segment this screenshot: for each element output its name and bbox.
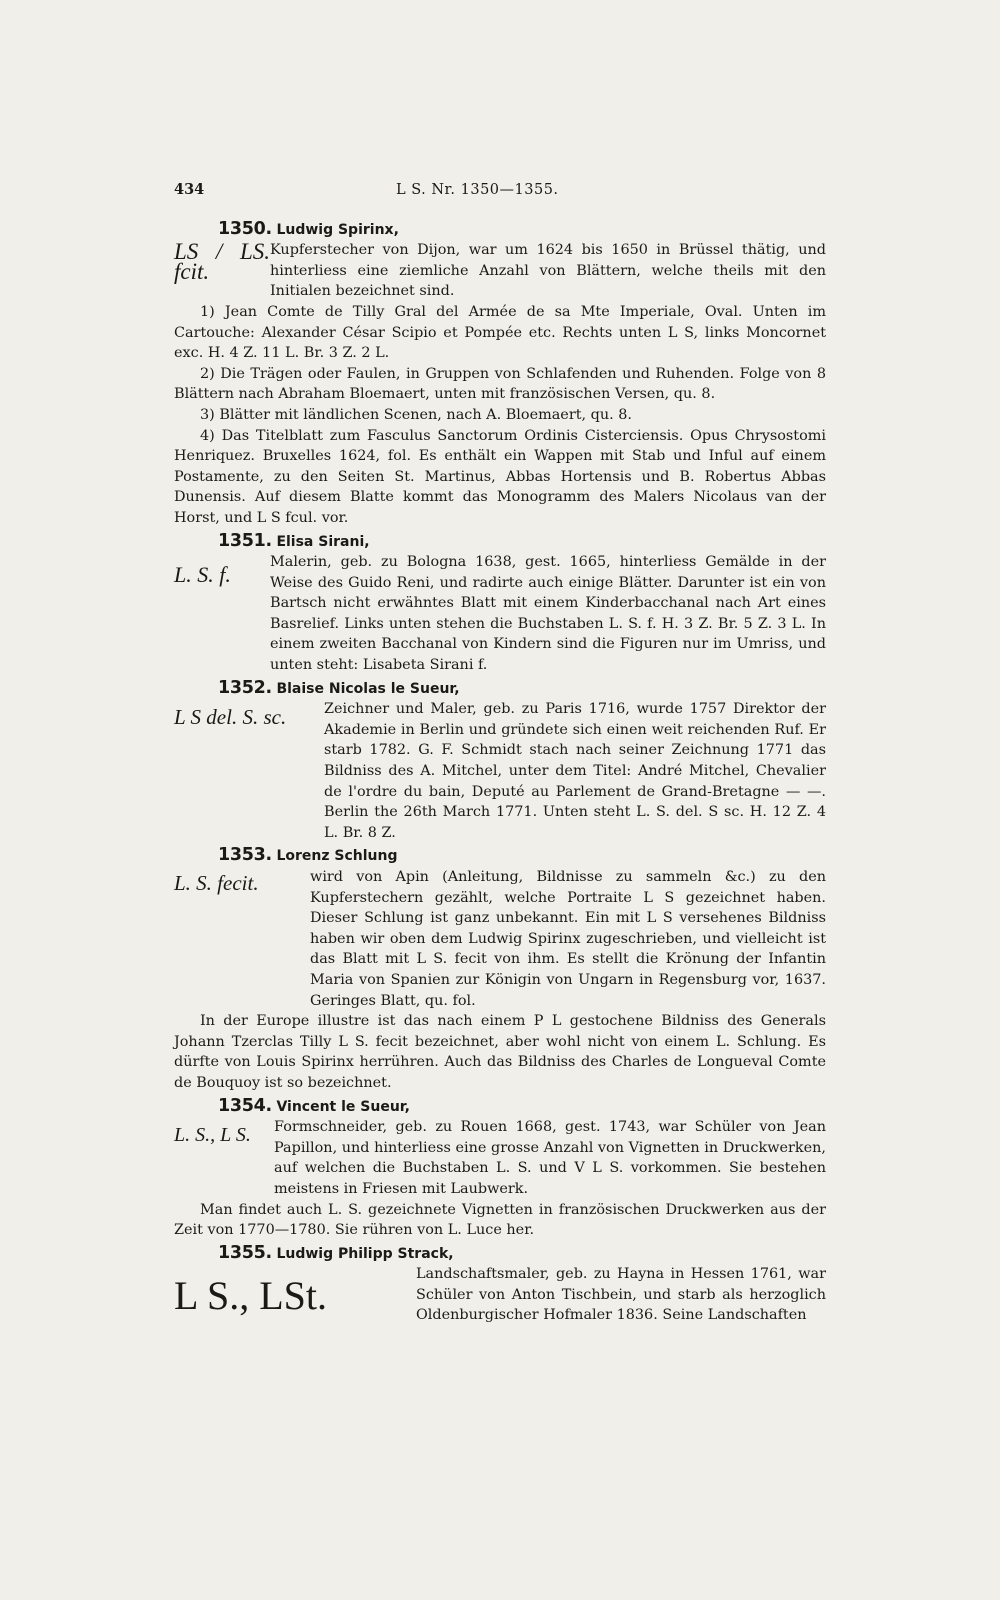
entry-text: Kupferstecher von Dijon, war um 1624 bis 1650 in Brüssel thätig, und hinterliess eine ziemliche Anzahl von Blättern, welche theils mit den Initialen bezeichnet sind.: [270, 242, 826, 300]
entry-1354: [174, 1096, 826, 1241]
entry-name: Elisa Sirani,: [276, 533, 370, 550]
text-column: [174, 180, 826, 1328]
entry-1350: [174, 219, 826, 529]
list-item: 1) Jean Comte de Tilly Gral del Armée de sa Mte Imperiale, Oval. Unten im Cartouche: Alexander César Scipio et Pompée etc. Rechts unten L S, links Moncornet exc. H. 4 Z. 11 L. Br. 3 Z. 2 L.: [174, 303, 826, 362]
entry-number: 1351.: [218, 530, 272, 551]
entry-text: wird von Apin (Anleitung, Bildnisse zu sammeln &c.) zu den Kupferstechern gezählt, welche Portraite L S gezeichnet haben. Dieser Schlung ist ganz unbekannt. Ein mit L S versehenes Bildniss haben wir oben dem Ludwig Spirinx zugeschrieben, und vielleicht ist das Blatt mit L S. fecit von ihm. Es stellt die Krönung der Infantin Maria von Spanien zur Königin von Ungarn in Regensburg vor, 1637. Geringes Blatt, qu. fol.: [310, 869, 826, 1009]
monogram: LS / LS. fcit.: [174, 239, 270, 285]
entry-number: 1354.: [218, 1095, 272, 1116]
entry-1355: [174, 1243, 826, 1326]
entry-extra: Man findet auch L. S. gezeichnete Vignetten in französischen Druckwerken aus der Zeit von 1770—1780. Sie rühren von L. Luce her.: [174, 1201, 826, 1239]
monogram: L. S. f.: [174, 562, 231, 588]
entry-1351: [174, 531, 826, 676]
entry-number: 1355.: [218, 1242, 272, 1263]
entry-number: 1352.: [218, 677, 272, 698]
entry-name: Vincent le Sueur,: [276, 1098, 410, 1115]
entry-text: Zeichner und Maler, geb. zu Paris 1716, wurde 1757 Direktor der Akademie in Berlin und gründete sich einen weit reichenden Ruf. Er starb 1782. G. F. Schmidt stach nach seiner Zeichnung 1771 das Bildniss des A. Mitchel, unter dem Titel: André Mitchel, Chevalier de l'ordre du bain, Deputé au Parlement de Grand-Bretagne — —. Berlin the 26th March 1771. Unten steht L. S. del. S sc. H. 12 Z. 4 L. Br. 8 Z.: [324, 701, 826, 841]
list-item: 3) Blätter mit ländlichen Scenen, nach A. Bloemaert, qu. 8.: [200, 406, 632, 423]
list-item: 4) Das Titelblatt zum Fasculus Sanctorum Ordinis Cisterciensis. Opus Chrysostomi Henriquez. Bruxelles 1624, fol. Es enthält ein Wappen mit Stab und Inful auf einem Postamente, zu den Seiten St. Martinus, Abbas Hortensis und B. Robertus Abbas Dunensis. Auf diesem Blatte kommt das Monogramm des Malers Nicolaus van der Horst, und L S fcul. vor.: [174, 427, 826, 526]
running-header: [174, 180, 826, 201]
entry-text: Formschneider, geb. zu Rouen 1668, gest. 1743, war Schüler von Jean Papillon, und hinterliess eine grosse Anzahl von Vignetten in Druckwerken, auf welchen die Buchstaben L. S. und V L S. vorkommen. Sie bestehen meistens in Friesen mit Laubwerk.: [274, 1119, 826, 1197]
monogram: L S del. S. sc.: [174, 705, 287, 730]
entry-extra: In der Europe illustre ist das nach einem P L gestochene Bildniss des Generals Johann Tzerclas Tilly L S. fecit bezeichnet, aber wohl nicht von einem L. Schlung. Es dürfte von Louis Spirinx herrühren. Auch das Bildniss des Charles de Longueval Comte de Bouquoy ist so bezeichnet.: [174, 1013, 826, 1091]
monogram: L. S. fecit.: [174, 871, 259, 895]
entry-name: Ludwig Spirinx,: [276, 221, 399, 238]
page-number: 434: [174, 181, 205, 198]
entry-number: 1350.: [218, 218, 272, 239]
entry-name: Blaise Nicolas le Sueur,: [276, 680, 460, 697]
entry-number: 1353.: [218, 845, 272, 866]
monogram: L. S., L S.: [174, 1124, 251, 1147]
list-item: 2) Die Trägen oder Faulen, in Gruppen von Schlafenden und Ruhenden. Folge von 8 Blättern nach Abraham Bloemaert, unten mit französischen Versen, qu. 8.: [174, 365, 826, 403]
entry-text: Malerin, geb. zu Bologna 1638, gest. 1665, hinterliess Gemälde in der Weise des Guido Reni, und radirte auch einige Blätter. Darunter ist ein von Bartsch nicht erwähntes Blatt mit einem Kinderbacchanal nach Art eines Basrelief. Links unten stehen die Buchstaben L. S. f. H. 3 Z. Br. 5 Z. 3 L. In einem zweiten Bacchanal von Kindern sind die Figuren nur im Umriss, und unten steht: Lisabeta Sirani f.: [270, 554, 826, 674]
entry-text: Landschaftsmaler, geb. zu Hayna in Hessen 1761, war Schüler von Anton Tischbein, und starb als herzoglich Oldenburgischer Hofmaler 1836. Seine Landschaften: [416, 1266, 826, 1324]
entry-name: Lorenz Schlung: [276, 848, 398, 865]
monogram: L S., LSt.: [174, 1273, 327, 1319]
running-title: L S. Nr. 1350—1355.: [396, 182, 559, 198]
entry-name: Ludwig Philipp Strack,: [276, 1245, 454, 1262]
entry-1353: [174, 845, 826, 1093]
entry-1352: [174, 678, 826, 844]
